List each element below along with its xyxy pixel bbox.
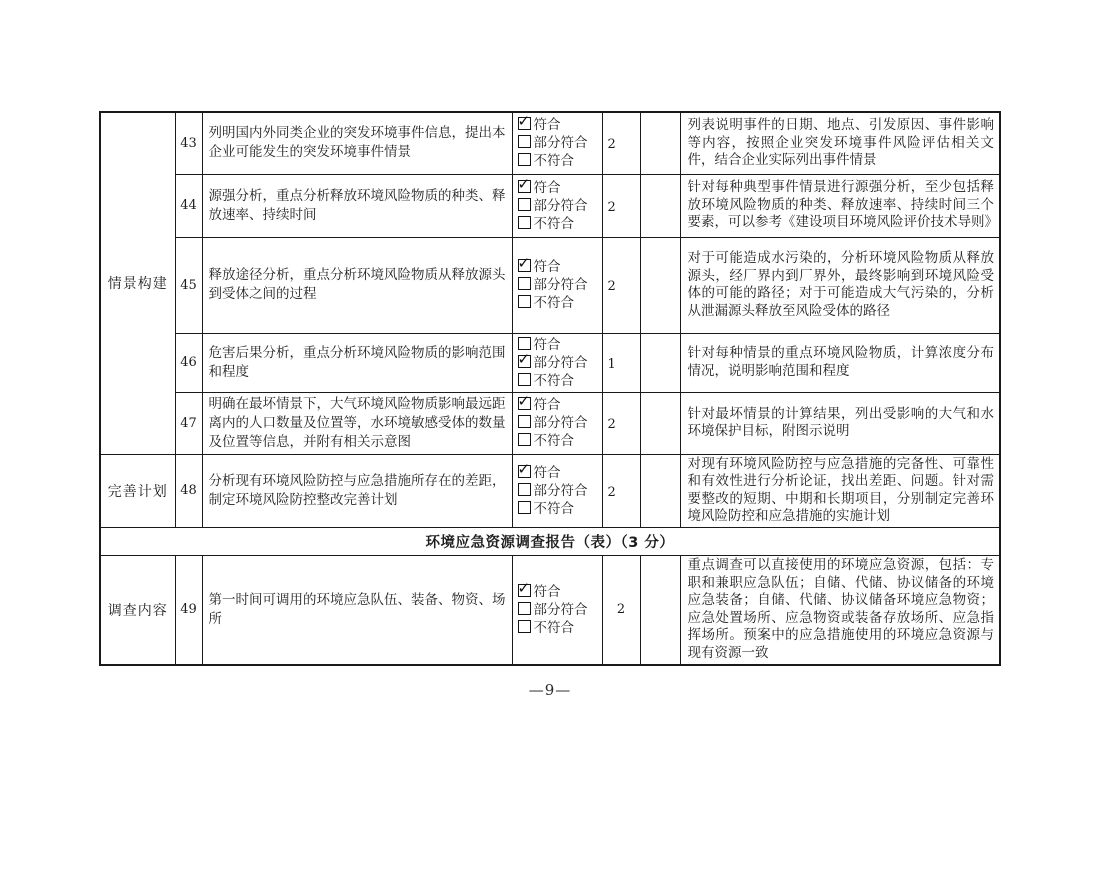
score-empty-cell xyxy=(640,555,680,665)
checkbox-label: 部分符合 xyxy=(533,415,588,431)
checkbox-option xyxy=(518,215,600,233)
table-row xyxy=(100,333,1000,392)
item-description: 危害后果分析，重点分析环境风险物质的影响范围和程度 xyxy=(202,333,512,392)
table-row xyxy=(100,392,1000,454)
category-cell: 情景构建 xyxy=(100,112,175,454)
score-value: 1 xyxy=(602,333,640,392)
document-page xyxy=(0,111,1100,889)
checkbox-label: 不符合 xyxy=(533,619,574,636)
item-description: 源强分析，重点分析释放环境风险物质的种类、释放速率、持续时间 xyxy=(202,174,512,237)
checkbox-label: 符合 xyxy=(533,464,561,481)
table-row xyxy=(100,454,1000,527)
score-value: 2 xyxy=(602,454,640,527)
checkbox-unchecked-icon xyxy=(518,483,531,496)
scoring-criteria: 对现有环境风险防控与应急措施的完备性、可靠性和有效性进行分析论证，找出差距、问题。针对需要整改的短期、中期和长期项目，分别制定完善环境风险防控和应急措施的实施计划 xyxy=(680,454,1000,527)
item-number: 44 xyxy=(175,174,202,237)
checkbox-checked-icon xyxy=(518,117,531,130)
checkbox-unchecked-icon xyxy=(518,602,531,615)
item-number: 49 xyxy=(175,555,202,665)
checkbox-label: 不符合 xyxy=(533,153,574,170)
checkbox-option xyxy=(518,601,600,619)
scoring-criteria: 列表说明事件的日期、地点、引发原因、事件影响等内容，按照企业突发环境事件风险评估相关文件，结合企业实际列出事件情景 xyxy=(680,112,1000,174)
compliance-options xyxy=(512,333,602,392)
checkbox-label: 不符合 xyxy=(533,433,574,449)
compliance-options xyxy=(512,174,602,237)
table-row xyxy=(100,555,1000,665)
checkbox-option xyxy=(518,500,600,518)
checkbox-option xyxy=(518,619,600,637)
checkbox-checked-icon xyxy=(518,259,531,272)
page-number: —9— xyxy=(528,681,572,699)
table-row xyxy=(100,237,1000,333)
item-description: 释放途径分析，重点分析环境风险物质从释放源头到受体之间的过程 xyxy=(202,237,512,333)
checkbox-label: 部分符合 xyxy=(533,482,588,499)
category-cell: 完善计划 xyxy=(100,454,175,527)
score-empty-cell xyxy=(640,174,680,237)
item-number: 46 xyxy=(175,333,202,392)
checkbox-unchecked-icon xyxy=(518,501,531,514)
compliance-options xyxy=(512,112,602,174)
checkbox-unchecked-icon xyxy=(518,415,531,428)
score-empty-cell xyxy=(640,112,680,174)
score-empty-cell xyxy=(640,392,680,454)
item-description: 列明国内外同类企业的突发环境事件信息，提出本企业可能发生的突发环境事件情景 xyxy=(202,112,512,174)
checkbox-label: 符合 xyxy=(533,336,561,353)
checkbox-option xyxy=(518,583,600,601)
checkbox-label: 部分符合 xyxy=(533,197,588,214)
score-value: 2 xyxy=(602,112,640,174)
scoring-criteria: 重点调查可以直接使用的环境应急资源，包括：专职和兼职应急队伍；自储、代储、协议储备的环境应急装备；自储、代储、协议储备环境应急物资；应急处置场所、应急物资或装备存放场所、应急指挥场所。预案中的应急措施使用的环境应急资源与现有资源一致 xyxy=(680,555,1000,665)
checkbox-option xyxy=(518,197,600,215)
category-cell: 调查内容 xyxy=(100,555,175,665)
checkbox-checked-icon xyxy=(518,355,531,368)
checkbox-label: 不符合 xyxy=(533,295,574,311)
score-empty-cell xyxy=(640,333,680,392)
checkbox-label: 不符合 xyxy=(533,500,574,517)
checkbox-unchecked-icon xyxy=(518,153,531,166)
scoring-criteria: 对于可能造成水污染的，分析环境风险物质从释放源头，经厂界内到厂界外，最终影响到环境风险受体的可能的路径；对于可能造成大气污染的，分析从泄漏源头释放至风险受体的路径 xyxy=(680,237,1000,333)
table-row xyxy=(100,112,1000,174)
section-header-row xyxy=(100,527,1000,555)
checkbox-label: 部分符合 xyxy=(533,277,588,293)
checkbox-checked-icon xyxy=(518,397,531,410)
item-number: 43 xyxy=(175,112,202,174)
checkbox-unchecked-icon xyxy=(518,337,531,350)
checkbox-label: 不符合 xyxy=(533,372,574,389)
checkbox-option xyxy=(518,258,600,276)
item-number: 47 xyxy=(175,392,202,454)
checkbox-unchecked-icon xyxy=(518,433,531,446)
scoring-criteria: 针对每种典型事件情景进行源强分析，至少包括释放环境风险物质的种类、释放速率、持续时间三个要素，可以参考《建设项目环境风险评价技术导则》 xyxy=(680,174,1000,237)
checkbox-unchecked-icon xyxy=(518,295,531,308)
checkbox-option xyxy=(518,294,600,312)
checkbox-label: 符合 xyxy=(533,583,561,600)
item-number: 45 xyxy=(175,237,202,333)
checkbox-label: 部分符合 xyxy=(533,135,588,152)
checkbox-option xyxy=(518,354,600,372)
checkbox-option xyxy=(518,134,600,152)
checkbox-checked-icon xyxy=(518,584,531,597)
checkbox-label: 符合 xyxy=(533,259,561,275)
checkbox-checked-icon xyxy=(518,180,531,193)
item-description: 分析现有环境风险防控与应急措施所存在的差距，制定环境风险防控整改完善计划 xyxy=(202,454,512,527)
checkbox-label: 不符合 xyxy=(533,215,574,232)
scoring-criteria: 针对最坏情景的计算结果，列出受影响的大气和水环境保护目标，附图示说明 xyxy=(680,392,1000,454)
checkbox-label: 部分符合 xyxy=(533,354,588,371)
checkbox-label: 符合 xyxy=(533,117,561,134)
checkbox-option xyxy=(518,432,600,450)
score-empty-cell xyxy=(640,237,680,333)
score-value: 2 xyxy=(602,555,640,665)
item-number: 48 xyxy=(175,454,202,527)
checkbox-option xyxy=(518,152,600,170)
checkbox-label: 符合 xyxy=(533,397,561,413)
score-empty-cell xyxy=(640,454,680,527)
checkbox-label: 符合 xyxy=(533,179,561,196)
checkbox-unchecked-icon xyxy=(518,216,531,229)
checkbox-option xyxy=(518,482,600,500)
assessment-table xyxy=(99,111,1001,666)
section-header: 环境应急资源调查报告（表）（3 分） xyxy=(100,527,1000,555)
checkbox-unchecked-icon xyxy=(518,620,531,633)
checkbox-checked-icon xyxy=(518,465,531,478)
checkbox-option xyxy=(518,116,600,134)
score-value: 2 xyxy=(602,237,640,333)
scoring-criteria: 针对每种情景的重点环境风险物质，计算浓度分布情况，说明影响范围和程度 xyxy=(680,333,1000,392)
checkbox-label: 部分符合 xyxy=(533,601,588,618)
checkbox-unchecked-icon xyxy=(518,277,531,290)
compliance-options xyxy=(512,392,602,454)
checkbox-option xyxy=(518,179,600,197)
compliance-options xyxy=(512,555,602,665)
score-value: 2 xyxy=(602,174,640,237)
checkbox-option xyxy=(518,464,600,482)
table-row xyxy=(100,174,1000,237)
score-value: 2 xyxy=(602,392,640,454)
checkbox-unchecked-icon xyxy=(518,373,531,386)
checkbox-unchecked-icon xyxy=(518,198,531,211)
compliance-options xyxy=(512,237,602,333)
item-description: 明确在最坏情景下，大气环境风险物质影响最远距离内的人口数量及位置等，水环境敏感受体的数量及位置等信息，并附有相关示意图 xyxy=(202,392,512,454)
checkbox-unchecked-icon xyxy=(518,135,531,148)
checkbox-option xyxy=(518,372,600,390)
checkbox-option xyxy=(518,276,600,294)
item-description: 第一时间可调用的环境应急队伍、装备、物资、场所 xyxy=(202,555,512,665)
checkbox-option xyxy=(518,414,600,432)
compliance-options xyxy=(512,454,602,527)
checkbox-option xyxy=(518,396,600,414)
